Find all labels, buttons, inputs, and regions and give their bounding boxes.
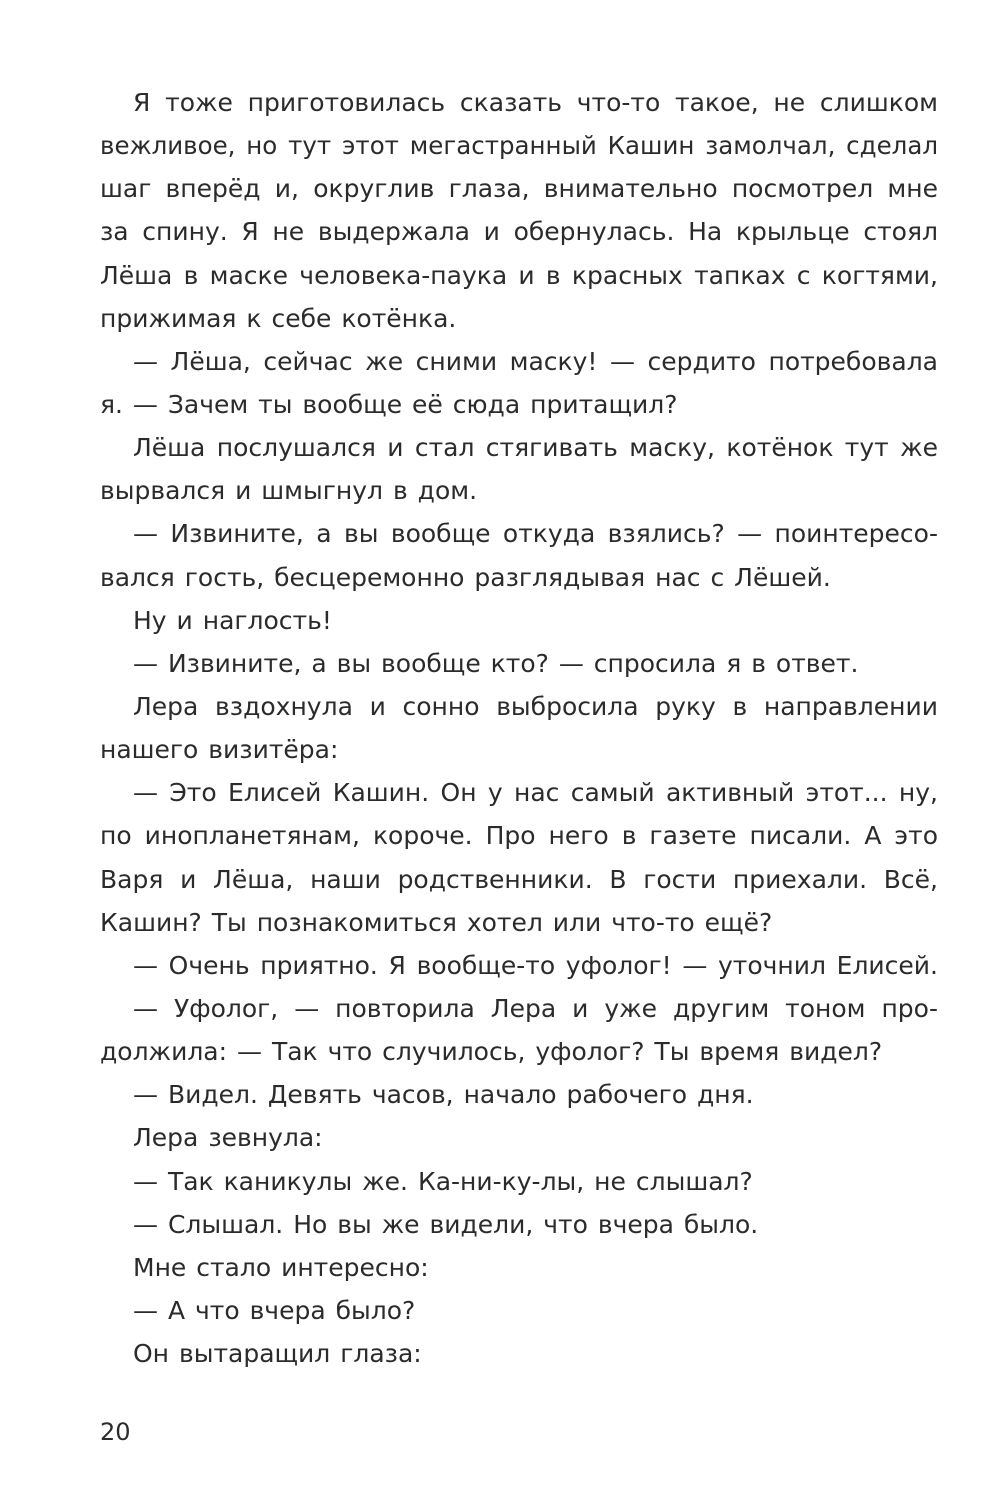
text-line: — Извините, а вы вообще откуда взялись? — поинтересо- [133, 519, 938, 549]
text-line: Кашин? Ты познакомиться хотел или что-то ещё? [100, 907, 773, 937]
text-line: Мне стало интересно: [133, 1252, 429, 1282]
text-line: Лёша послушался и стал стягивать маску, котёнок тут же [133, 433, 938, 463]
text-line: вырвался и шмыгнул в дом. [100, 476, 478, 506]
text-line: — Слышал. Но вы же видели, что вчера было. [133, 1209, 759, 1239]
text-line: — Лёша, сейчас же сними маску! — сердито потребовала [133, 346, 938, 376]
text-line: шаг вперёд и, округлив глаза, внимательно посмотрел мне [100, 174, 938, 204]
text-line: Я тоже приготовилась сказать что-то такое, не слишком [133, 88, 938, 117]
text-line: по инопланетянам, короче. Про него в газете писали. А это [100, 821, 938, 851]
text-line: — А что вчера было? [133, 1295, 416, 1325]
text-line: вался гость, бесцеремонно разглядывая нас с Лёшей. [100, 562, 831, 592]
text-line: Он вытаращил глаза: [133, 1339, 422, 1369]
text-line: прижимая к себе котёнка. [100, 303, 457, 333]
text-line: нашего визитёра: [100, 735, 339, 765]
text-line: Лёша в маске человека-паука и в красных тапках с когтями, [100, 260, 938, 290]
text-line: Лера вздохнула и сонно выбросила руку в направлении [133, 691, 938, 721]
text-line: — Извините, а вы вообще кто? — спросила я в ответ. [133, 648, 859, 678]
text-line: — Это Елисей Кашин. Он у нас самый активный этот... ну, [133, 778, 938, 808]
text-line: вежливое, но тут этот мегастранный Кашин замолчал, сделал [100, 131, 938, 161]
text-line: Лера зевнула: [133, 1123, 323, 1153]
page-text [100, 81, 938, 1375]
text-line: Ну и наглость! [133, 605, 332, 635]
text-line: — Уфолог, — повторила Лера и уже другим тоном про- [133, 993, 938, 1023]
text-line: — Видел. Девять часов, начало рабочего дня. [133, 1080, 754, 1110]
text-line: должила: — Так что случилось, уфолог? Ты время видел? [100, 1037, 883, 1067]
text-line: за спину. Я не выдержала и обернулась. На крыльце стоял [100, 217, 938, 247]
page-number: 20 [100, 1418, 131, 1446]
text-line: Варя и Лёша, наши родственники. В гости приехали. Всё, [100, 864, 938, 894]
text-line: я. — Зачем ты вообще её сюда притащил? [100, 389, 678, 419]
text-line: — Очень приятно. Я вообще-то уфолог! — уточнил Елисей. [133, 950, 938, 980]
text-line: — Так каникулы же. Ка-ни-ку-лы, не слышал? [133, 1166, 753, 1196]
